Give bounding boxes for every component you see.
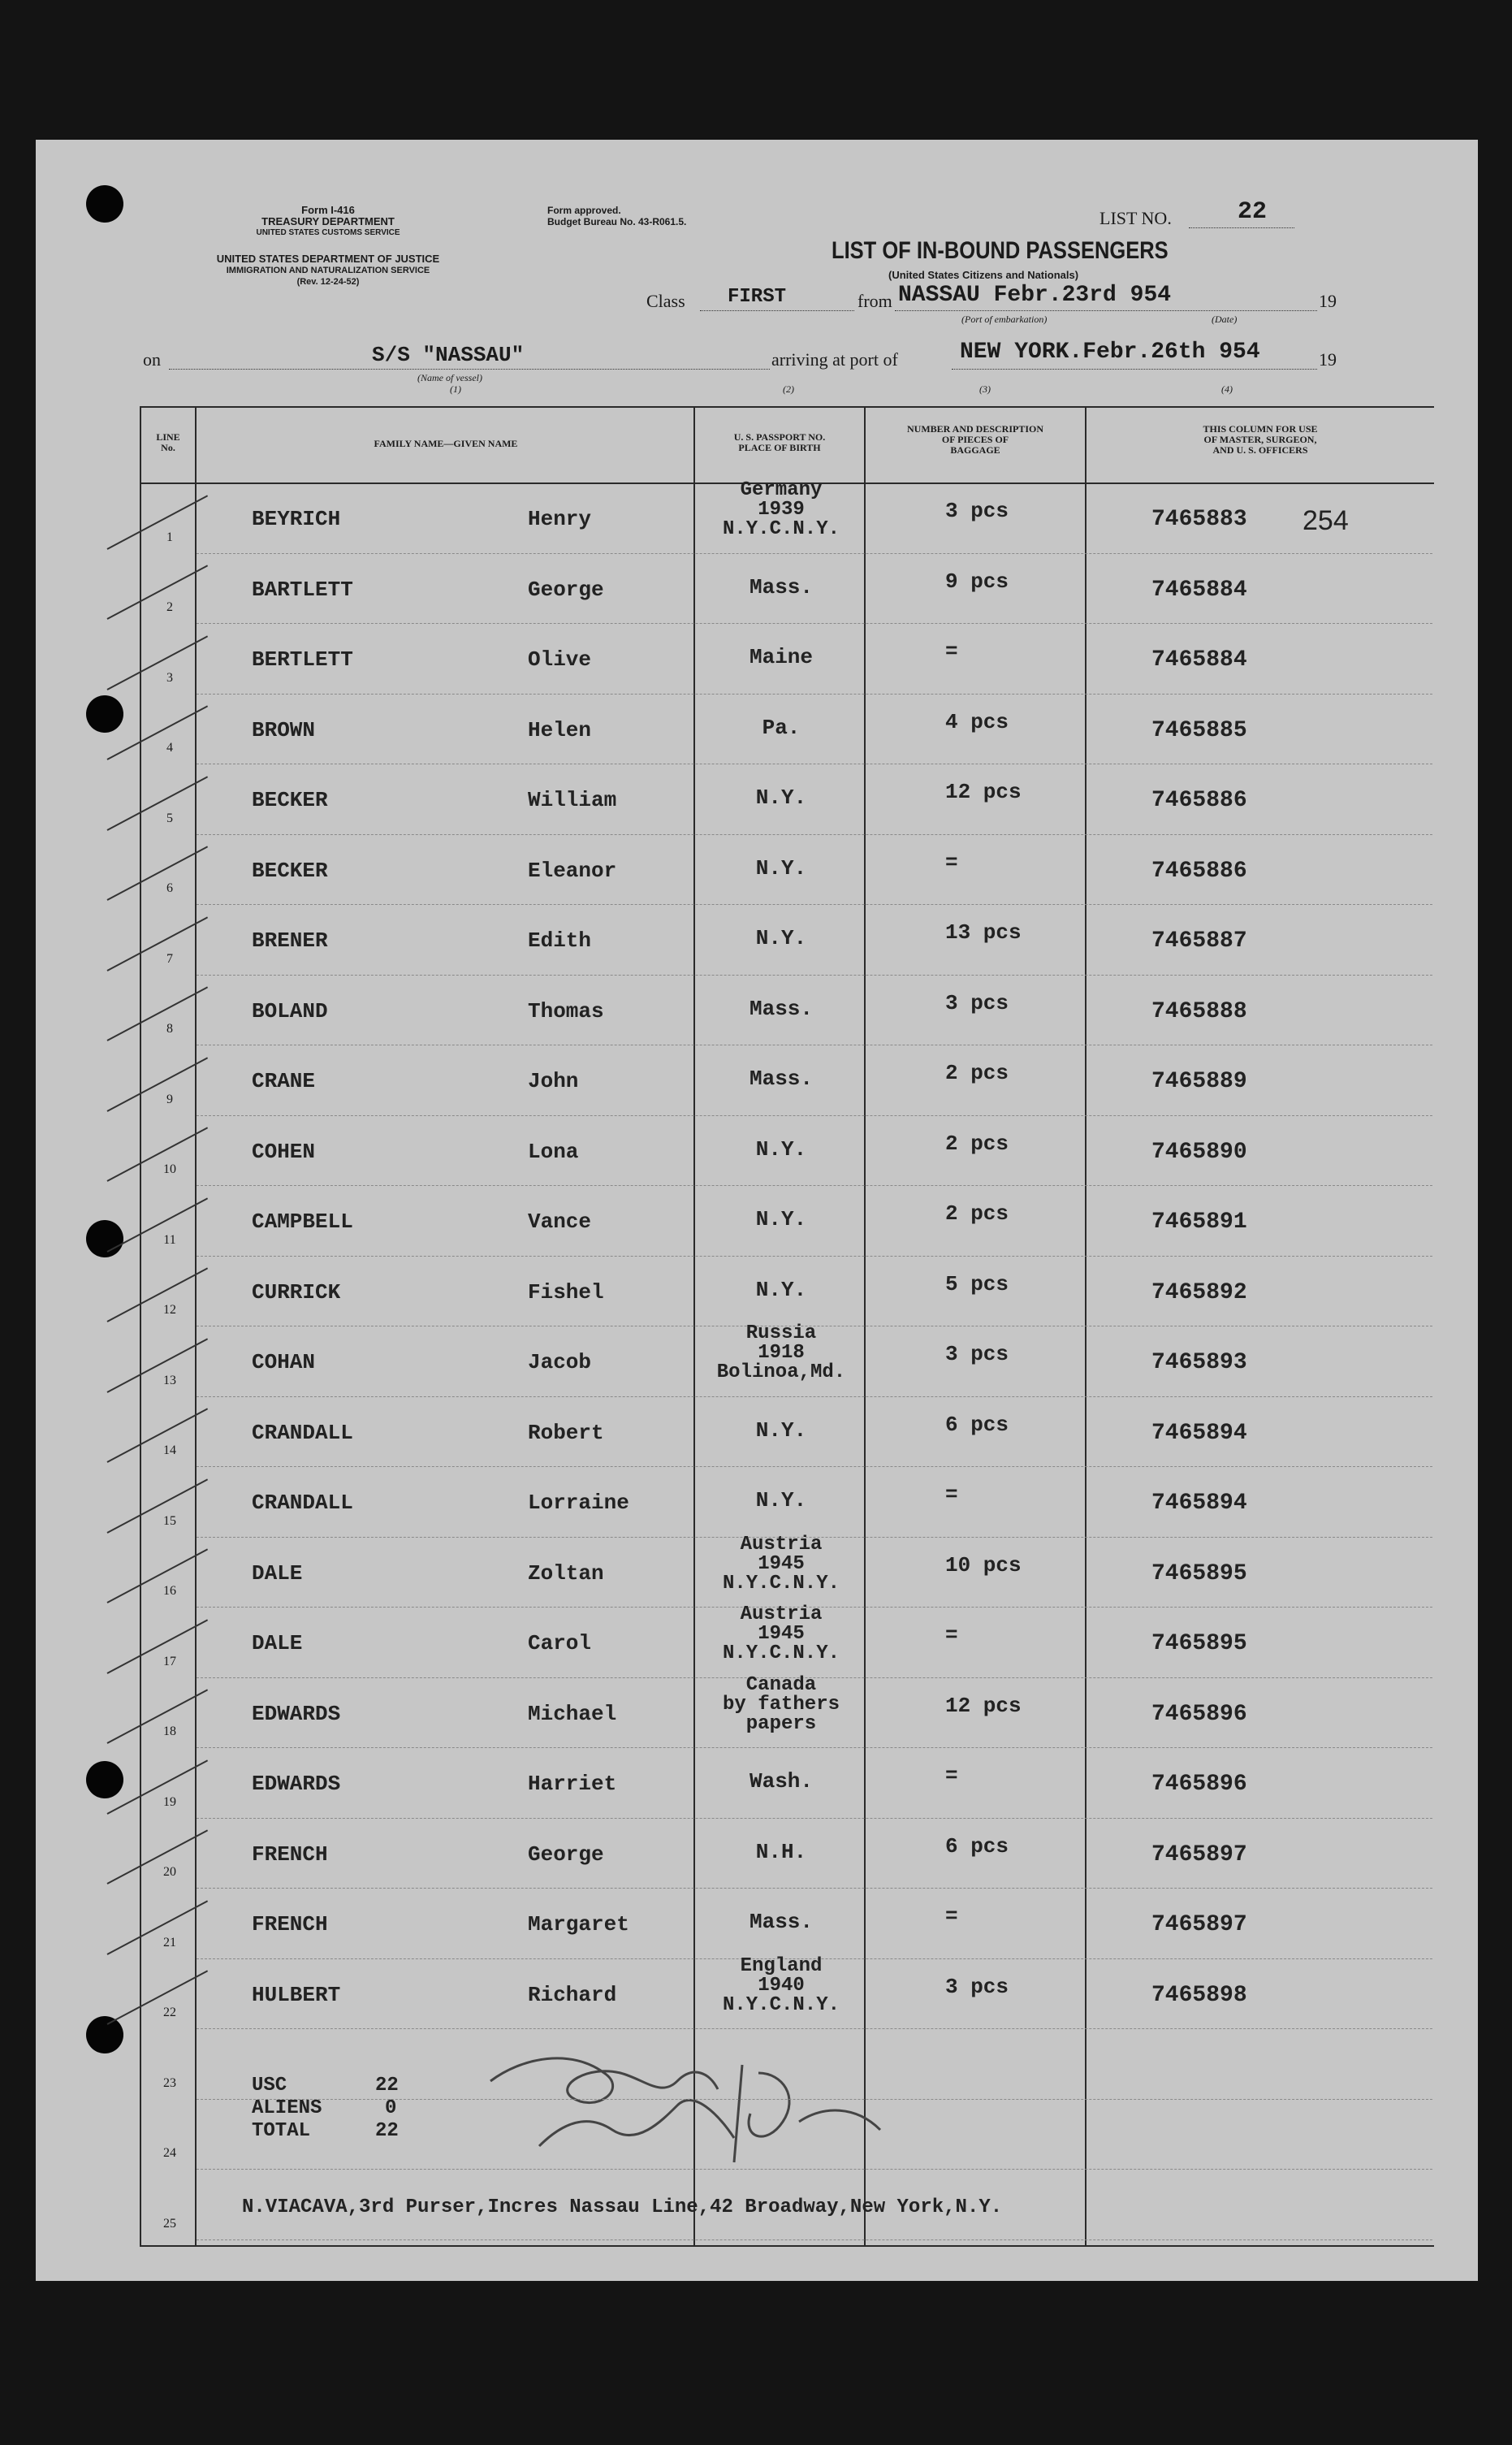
class-underline [700,310,854,311]
from-underline [895,310,1317,311]
given-name: Zoltan [528,1560,604,1586]
table-top-border [140,406,1434,408]
baggage: 6 pcs [945,1412,1009,1437]
family-name: CRANDALL [252,1491,353,1515]
family-name: DALE [252,1560,303,1586]
row-separator [197,1747,1432,1748]
dept-justice: UNITED STATES DEPARTMENT OF JUSTICE [216,253,440,265]
place-of-birth: Pa. [762,715,801,740]
line-col-border [195,406,197,2247]
row-separator [197,1888,1432,1889]
family-name: BROWN [252,717,316,742]
family-name: EDWARDS [252,1772,341,1796]
usc-value: 22 [375,2075,399,2097]
officer-number: 7465886 [1151,858,1247,884]
place-of-birth: N.Y. [755,785,807,810]
line-number: 15 [163,1513,176,1528]
line-number: 17 [163,1654,176,1668]
row-separator [197,834,1432,835]
arriving-label: arriving at port of [771,349,898,370]
family-name: COHAN [252,1350,316,1374]
baggage: = [945,850,958,875]
given-name: John [528,1069,579,1093]
row-separator [197,2028,1432,2029]
arrival-year: 19 [1319,349,1337,370]
officer-number: 7465895 [1151,1560,1247,1586]
given-name: Olive [528,647,592,672]
place-of-birth: Canada by fathers papers [722,1673,840,1735]
baggage: 12 pcs [945,1693,1022,1718]
line-number: 3 [166,670,173,685]
from-year: 19 [1319,291,1337,311]
line-number: 24 [163,2146,176,2160]
row-separator [197,1466,1432,1467]
baggage: 3 pcs [945,1974,1009,1999]
line-number: 21 [163,1935,176,1950]
list-no-underline [1189,227,1294,228]
line-number: 12 [163,1303,176,1317]
row-separator [197,694,1432,695]
baggage: 6 pcs [945,1833,1009,1859]
binder-hole [86,185,123,223]
usc-label: USC [252,2075,287,2097]
dept-immigration: IMMIGRATION AND NATURALIZATION SERVICE [226,266,430,275]
place-of-birth: Wash. [749,1769,813,1794]
family-name: BEYRICH [252,507,341,531]
aliens-label: ALIENS [252,2097,322,2119]
form-approved: Form approved. [547,205,621,216]
baggage: = [945,1623,958,1647]
baggage: 5 pcs [945,1271,1009,1296]
baggage: = [945,639,958,664]
place-of-birth: Austria 1945 N.Y.C.N.Y. [722,1603,840,1664]
document-title: LIST OF IN-BOUND PASSENGERS [832,237,1169,264]
family-name: FRENCH [252,1841,328,1867]
place-of-birth: N.Y. [755,1207,807,1231]
line-number: 13 [163,1373,176,1387]
place-of-birth: Russia 1918 Bolinoa,Md. [716,1322,846,1383]
baggage: 2 pcs [945,1131,1009,1156]
officer-number: 7465897 [1151,1841,1247,1867]
family-name: BARTLETT [252,577,353,602]
baggage: = [945,1904,958,1928]
place-of-birth: Mass. [749,996,813,1021]
binder-hole [86,695,123,733]
given-name: Robert [528,1420,604,1445]
place-of-birth: N.Y. [755,855,807,881]
vessel-col-mark: (1) [450,383,461,395]
baggage: = [945,1763,958,1788]
given-name: Thomas [528,998,604,1023]
officer-number: 7465885 [1151,717,1247,743]
family-name: BECKER [252,858,328,883]
family-name: HULBERT [252,1982,341,2007]
class-value: FIRST [728,286,787,308]
port-embarkation-label: (Port of embarkation) [961,314,1048,325]
vessel-label: (Name of vessel) [417,372,482,383]
baggage: 12 pcs [945,780,1022,804]
family-name: COHEN [252,1139,316,1164]
table-left-border [140,406,141,2247]
officer-number: 7465896 [1151,1701,1247,1727]
given-name: Helen [528,717,592,742]
purser-footer: N.VIACAVA,3rd Purser,Incres Nassau Line,42 Broadway,New York,N.Y. [242,2196,1003,2218]
col4-mark: (4) [1221,383,1233,395]
baggage: 13 pcs [945,920,1022,945]
line-number: 7 [166,951,173,966]
place-of-birth: Germany 1939 N.Y.C.N.Y. [722,479,840,540]
row-separator [197,975,1432,976]
given-name: Henry [528,507,592,531]
row-separator [197,2169,1432,2170]
given-name: George [528,1841,604,1867]
baggage-col-border [1085,406,1086,2247]
officer-number: 7465888 [1151,998,1247,1024]
row-separator [197,904,1432,905]
given-name: Edith [528,928,592,953]
given-name: George [528,577,604,602]
line-number: 22 [163,2006,176,2019]
officer-number: 7465894 [1151,1420,1247,1446]
passenger-manifest-page [36,140,1478,2281]
given-name: Lorraine [528,1491,629,1515]
officer-number: 7465887 [1151,928,1247,954]
officer-number: 7465897 [1151,1912,1247,1937]
place-of-birth: N.Y. [755,1488,807,1512]
family-name: CAMPBELL [252,1210,353,1234]
officer-number: 7465893 [1151,1350,1247,1375]
row-separator [197,1185,1432,1186]
officer-number: 7465889 [1151,1069,1247,1094]
family-name: CRANE [252,1069,316,1093]
line-number: 23 [163,2075,176,2090]
officer-number: 7465884 [1151,647,1247,673]
row-separator [197,1818,1432,1819]
row-separator [197,1115,1432,1116]
form-number: Form I-416 [301,204,355,216]
header-baggage: NUMBER AND DESCRIPTION OF PIECES OF BAGGAGE [906,423,1044,456]
line-number: 10 [163,1162,176,1176]
place-of-birth: N.Y. [755,1417,807,1443]
place-of-birth: England 1940 N.Y.C.N.Y. [722,1954,840,2016]
place-of-birth: Mass. [749,574,813,599]
document-subtitle: (United States Citizens and Nationals) [888,269,1079,281]
place-of-birth: Mass. [749,1910,813,1934]
date-label: (Date) [1212,314,1238,325]
list-no-value: 22 [1238,198,1268,226]
budget-bureau: Budget Bureau No. 43-R061.5. [547,216,687,227]
baggage: 3 pcs [945,1342,1009,1366]
on-label: on [143,349,161,370]
baggage: 10 pcs [945,1552,1022,1577]
given-name: Carol [528,1631,592,1655]
family-name: BRENER [252,928,328,953]
vessel-underline [169,369,770,370]
handwritten-signature [474,2024,896,2179]
line-number: 5 [166,811,173,825]
given-name: Eleanor [528,858,617,883]
given-name: Jacob [528,1350,592,1374]
baggage: 3 pcs [945,499,1009,523]
line-number: 8 [166,1022,173,1036]
place-of-birth: Mass. [749,1067,813,1091]
given-name: Michael [528,1701,617,1726]
given-name: Margaret [528,1912,629,1937]
line-number: 19 [163,1794,176,1809]
line-number: 6 [166,881,173,895]
baggage: 2 pcs [945,1201,1009,1226]
col3-mark: (3) [979,383,991,395]
line-number: 18 [163,1724,176,1738]
officer-number: 7465891 [1151,1210,1247,1235]
row-separator [197,623,1432,624]
header-line-no: LINE No. [156,431,180,453]
line-number: 16 [163,1584,176,1598]
line-number: 25 [163,2216,176,2231]
family-name: BOLAND [252,998,328,1023]
line-number: 4 [166,741,173,755]
given-name: Lona [528,1139,579,1164]
line-number: 20 [163,1865,176,1879]
row-separator [197,2239,1432,2240]
binder-hole [86,1220,123,1257]
class-label: Class [646,291,685,311]
line-number: 9 [166,1092,173,1106]
header-family-name: FAMILY NAME—GIVEN NAME [374,438,518,449]
table-bottom-border [140,2245,1434,2247]
baggage: = [945,1482,958,1507]
baggage: 9 pcs [945,569,1009,594]
baggage: 3 pcs [945,990,1009,1015]
place-of-birth: N.Y. [755,1277,807,1302]
line-number: 14 [163,1443,176,1457]
family-name: EDWARDS [252,1701,341,1726]
officer-extra: 254 [1302,505,1349,536]
family-name: CRANDALL [252,1420,353,1445]
family-name: DALE [252,1631,303,1655]
place-of-birth: N.Y. [755,1136,807,1162]
place-of-birth: N.H. [755,1839,807,1864]
from-label: from [858,291,892,311]
line-number: 11 [163,1232,176,1247]
given-name: Fishel [528,1279,604,1305]
header-passport: U. S. PASSPORT NO. PLACE OF BIRTH [733,431,826,453]
row-separator [197,1256,1432,1257]
place-of-birth: Maine [749,645,813,669]
binder-hole [86,1761,123,1798]
total-value: 22 [375,2120,399,2142]
from-value: NASSAU Febr.23rd 954 [898,283,1172,308]
line-number: 1 [166,530,173,544]
place-of-birth: N.Y. [755,926,807,950]
officer-number: 7465886 [1151,788,1247,813]
dept-customs: UNITED STATES CUSTOMS SERVICE [256,228,400,237]
officer-number: 7465883 [1151,507,1247,532]
family-name: FRENCH [252,1912,328,1937]
list-no-label: LIST NO. [1099,208,1172,228]
officer-number: 7465898 [1151,1982,1247,2008]
given-name: Vance [528,1210,592,1234]
form-revision: (Rev. 12-24-52) [296,277,360,287]
total-label: TOTAL [252,2120,311,2142]
dept-treasury: TREASURY DEPARTMENT [261,215,395,227]
aliens-value: 0 [385,2097,397,2119]
officer-number: 7465896 [1151,1772,1247,1797]
baggage: 4 pcs [945,709,1009,734]
baggage: 2 pcs [945,1061,1009,1085]
officer-number: 7465895 [1151,1631,1247,1656]
family-name: BECKER [252,788,328,812]
family-name: CURRICK [252,1279,341,1305]
given-name: Richard [528,1982,617,2007]
officer-number: 7465884 [1151,577,1247,603]
officer-number: 7465892 [1151,1279,1247,1305]
given-name: Harriet [528,1772,617,1796]
line-number: 2 [166,600,173,614]
row-separator [197,2099,1432,2100]
col2-mark: (2) [783,383,794,395]
given-name: William [528,788,617,812]
header-officers: THIS COLUMN FOR USE OF MASTER, SURGEON, AND U. S. OFFICERS [1203,423,1318,456]
row-separator [197,1396,1432,1397]
vessel-name: S/S "NASSAU" [372,343,525,367]
officer-number: 7465894 [1151,1491,1247,1516]
family-name: BERTLETT [252,647,353,672]
officer-number: 7465890 [1151,1139,1247,1165]
arrival-value: NEW YORK.Febr.26th 954 [960,340,1260,365]
row-separator [197,553,1432,554]
place-of-birth: Austria 1945 N.Y.C.N.Y. [722,1533,840,1595]
arrival-underline [952,369,1317,370]
binder-hole [86,2016,123,2053]
